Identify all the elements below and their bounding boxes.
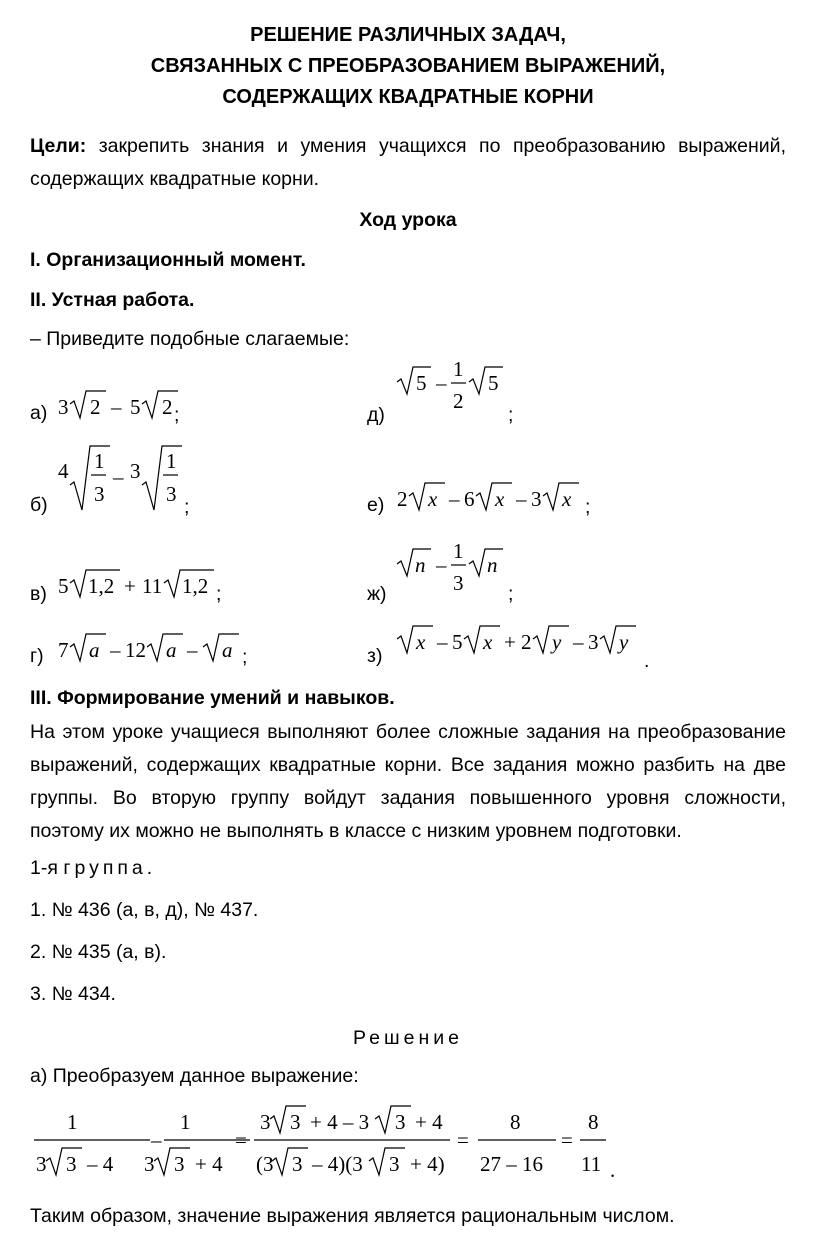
title-line-1: РЕШЕНИЕ РАЗЛИЧНЫХ ЗАДАЧ, [250,24,566,46]
svg-text:3: 3 [58,395,69,419]
svg-text:–: – [110,638,121,662]
item-a-label: а) [30,402,48,424]
svg-text:1,2: 1,2 [182,574,209,598]
svg-text:3: 3 [453,571,464,595]
svg-text:a: a [166,638,177,662]
svg-text:5: 5 [130,395,141,419]
goals-text: закрепить знания и умения учащихся по преобразованию выражений, содержащих квадратные корни. [30,135,786,190]
svg-text:3: 3 [94,482,105,506]
item-zh-label: ж) [367,583,387,605]
svg-text:5: 5 [488,371,499,395]
svg-text:+ 4): + 4) [410,1152,445,1176]
svg-text:4: 4 [58,459,69,483]
item-e-expression [397,478,587,524]
svg-text:3: 3 [395,1110,406,1134]
svg-text:11: 11 [581,1152,602,1176]
svg-text:–: – [516,487,527,511]
item-z-expression [397,621,642,667]
svg-text:–: – [436,371,447,395]
svg-text:3: 3 [166,482,177,506]
item-b-expression [58,440,188,521]
item-d-expression [397,356,517,432]
item-b-label: б) [30,494,48,516]
solution-intro: а) Преобразуем данное выражение: [30,1065,359,1087]
svg-text:3: 3 [290,1110,301,1134]
svg-text:2: 2 [397,487,408,511]
item-a-end: ; [174,404,180,426]
svg-text:–: – [573,630,584,654]
svg-text:2: 2 [162,395,173,419]
svg-text:–: – [449,487,460,511]
svg-text:3: 3 [36,1152,47,1176]
section-3-paragraph: На этом уроке учащиеся выполняют более сложные задания на преобразование выражений, содержащих квадратные корни. Все задания можно разбить на две группы. Во вторую группу войдут задания повышенного уровня сложности, поэтому их можно не выполнять в классе с низким уровнем подготовки. [30,721,786,842]
svg-text:1: 1 [67,1110,78,1134]
item-d-end: ; [508,404,514,426]
item-d-label: д) [367,404,385,426]
item-v-end: ; [216,583,222,605]
svg-text:a: a [89,638,100,662]
item-zh-end: ; [508,583,514,605]
svg-text:n: n [487,553,498,577]
item-g-end: ; [242,646,248,668]
svg-text:1: 1 [180,1110,191,1134]
svg-text:6: 6 [464,487,475,511]
section-2-heading: II. Устная работа. [30,289,195,311]
item-g-label: г) [30,645,44,667]
svg-text:12: 12 [125,638,146,662]
svg-text:n: n [415,553,426,577]
svg-text:.: . [610,1158,616,1182]
section-1-heading: I. Организационный момент. [30,249,306,271]
item-v-label: в) [30,583,47,605]
svg-text:5: 5 [416,371,427,395]
svg-text:a: a [222,638,233,662]
svg-text:(3: (3 [256,1152,274,1176]
svg-text:1: 1 [166,449,177,473]
svg-text:+: + [124,574,136,598]
goals-paragraph [30,130,786,196]
svg-text:8: 8 [510,1110,521,1134]
item-v-expression [58,565,223,611]
svg-text:–: – [151,1128,162,1152]
section-3-heading: III. Формирование умений и навыков. [30,687,395,709]
goals-label: Цели: [30,135,87,157]
svg-text:x: x [483,630,493,654]
svg-text:y: y [552,630,562,654]
title-line-3: СОДЕРЖАЩИХ КВАДРАТНЫЕ КОРНИ [222,86,594,108]
item-e-label: е) [367,494,385,516]
svg-text:+ 4: + 4 [415,1110,443,1134]
svg-text:2: 2 [521,630,532,654]
svg-text:3: 3 [130,459,141,483]
svg-text:1,2: 1,2 [88,574,115,598]
lesson-heading: Ход урока [359,209,457,231]
document-title [0,20,816,113]
svg-text:7: 7 [58,638,69,662]
svg-text:x: x [495,487,505,511]
item-zh-expression [397,538,517,614]
task-1: 1. № 436 (а, в, д), № 437. [30,899,259,921]
svg-text:y: y [619,630,629,654]
svg-text:=: = [457,1128,469,1152]
conclusion: Таким образом, значение выражения является рациональным числом. [30,1205,675,1227]
svg-text:8: 8 [588,1110,599,1134]
group-word: группа. [63,857,157,879]
svg-text:5: 5 [58,574,69,598]
svg-text:2: 2 [90,395,101,419]
svg-text:–: – [187,638,198,662]
group-heading [30,852,156,885]
svg-text:1: 1 [94,449,105,473]
svg-text:3: 3 [174,1152,185,1176]
svg-text:+ 4: + 4 [195,1152,223,1176]
svg-text:–: – [111,395,122,419]
svg-text:– 4: – 4 [87,1152,114,1176]
item-g-expression [58,629,248,675]
svg-text:–: – [436,553,447,577]
group-prefix: 1-я [30,857,58,879]
svg-text:=: = [235,1128,247,1152]
svg-text:–: – [113,465,124,489]
item-z-label: з) [367,645,383,667]
svg-text:3: 3 [66,1152,77,1176]
svg-text:+ 4 – 3: + 4 – 3 [310,1110,370,1134]
item-b-end: ; [184,496,190,518]
title-line-2: СВЯЗАННЫХ С ПРЕОБРАЗОВАНИЕМ ВЫРАЖЕНИЙ, [150,55,666,77]
item-z-end: . [644,650,650,672]
svg-text:x: x [562,487,572,511]
task-3: 3. № 434. [30,983,116,1005]
task-2: 2. № 435 (а, в). [30,941,167,963]
oral-task: – Приведите подобные слагаемые: [30,328,350,350]
svg-text:11: 11 [142,574,163,598]
svg-text:3: 3 [531,487,542,511]
svg-text:x: x [416,630,426,654]
svg-text:=: = [561,1128,573,1152]
item-e-end: ; [585,496,591,518]
svg-text:–: – [437,630,448,654]
svg-text:2: 2 [453,389,464,413]
svg-text:1: 1 [453,357,464,381]
svg-text:3: 3 [292,1152,303,1176]
svg-text:x: x [428,487,438,511]
svg-text:3: 3 [588,630,599,654]
item-a-expression [58,386,188,432]
solution-expression [30,1103,620,1189]
svg-text:3: 3 [144,1152,155,1176]
svg-text:5: 5 [452,630,463,654]
svg-text:3: 3 [260,1110,271,1134]
solution-heading: Решение [353,1027,463,1049]
svg-text:3: 3 [389,1152,400,1176]
svg-text:– 4)(3: – 4)(3 [312,1152,363,1176]
svg-text:1: 1 [453,539,464,563]
svg-text:+: + [504,630,516,654]
svg-text:27 – 16: 27 – 16 [480,1152,543,1176]
